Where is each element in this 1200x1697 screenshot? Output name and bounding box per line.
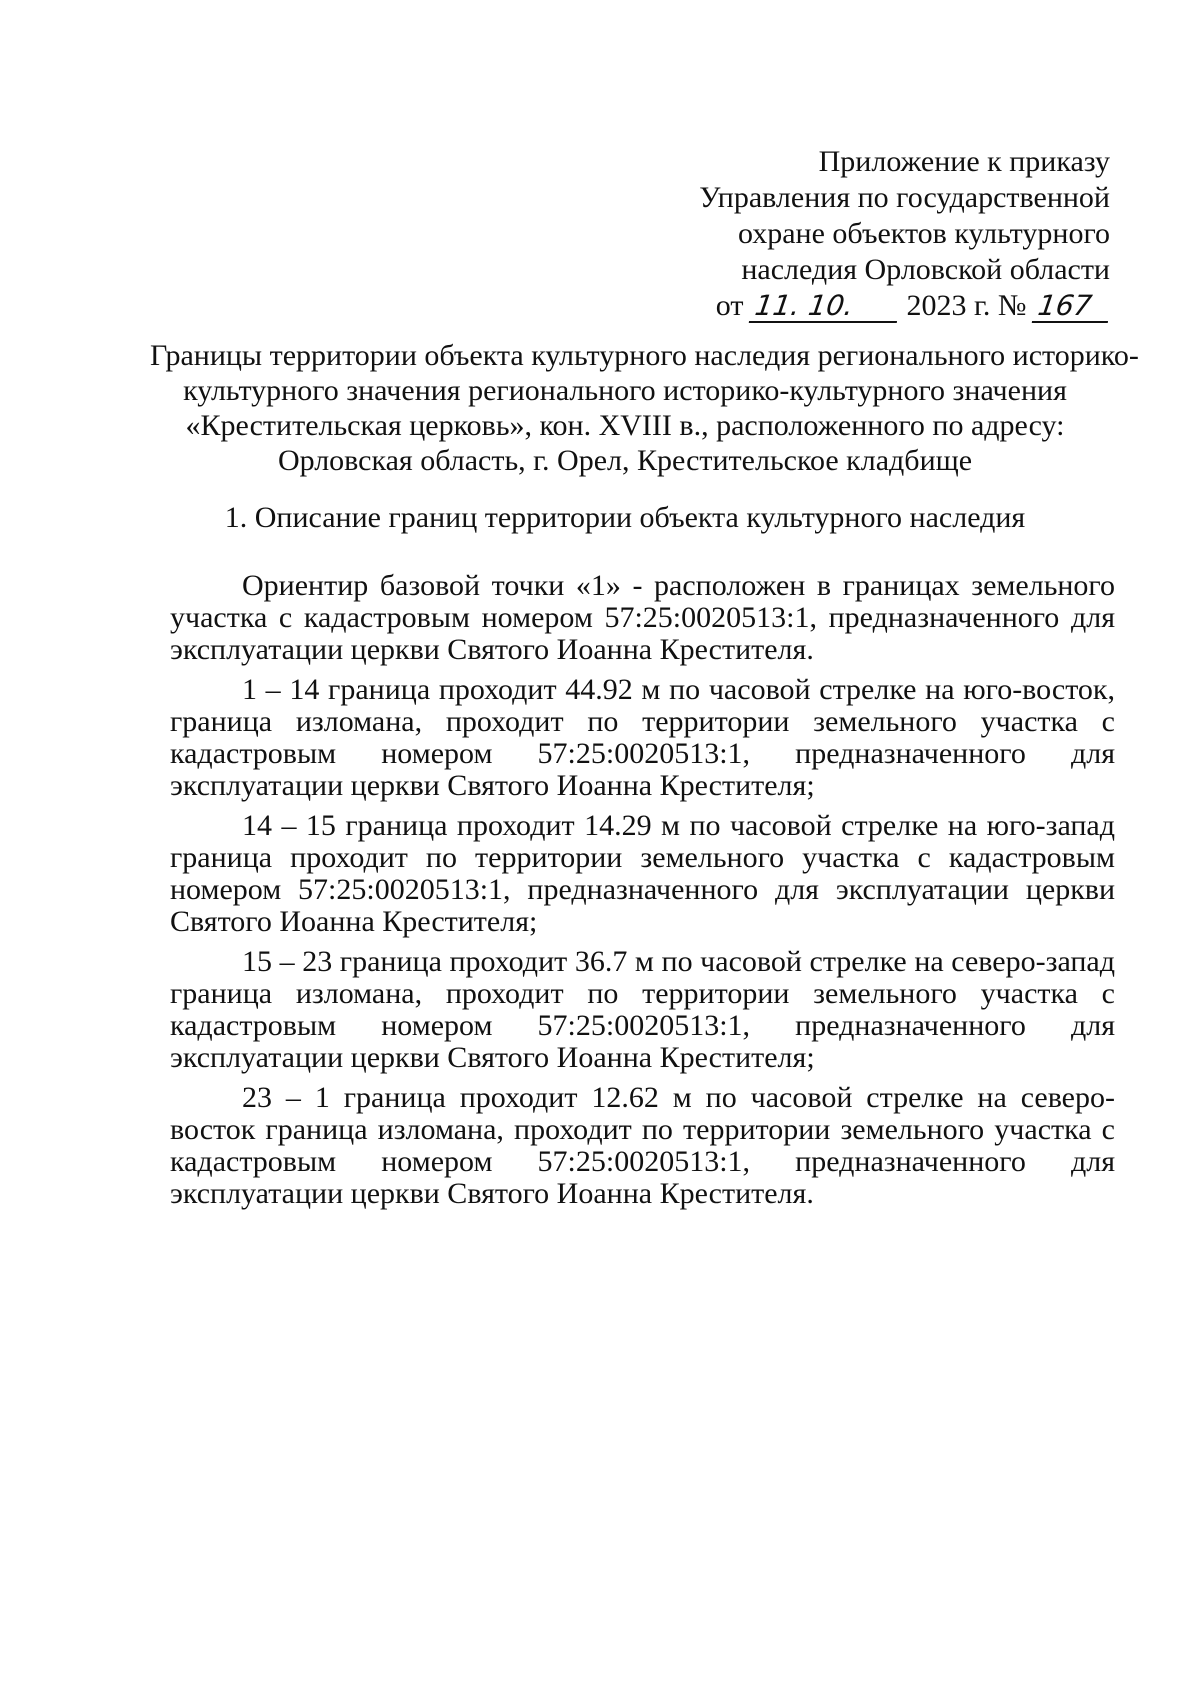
paragraph: 14 – 15 граница проходит 14.29 м по часовой стрелке на юго-запад граница проходит по территории земельного участка с кадастровым номером 57:25:0020513:1, предназначенного для эксплуатации церкви Святого Иоанна Крестителя;: [170, 809, 1115, 938]
appendix-header-line: Приложение к приказу: [818, 145, 1110, 178]
title-line: Орловская область, г. Орел, Крестительское кладбище: [277, 444, 973, 477]
order-date-handwritten: 11. 10.: [749, 291, 901, 323]
paragraph: Ориентир базовой точки «1» - расположен в границах земельного участка с кадастровым номером 57:25:0020513:1, предназначенного для эксплуатации церкви Святого Иоанна Крестителя.: [170, 569, 1115, 666]
appendix-header-line: охране объектов культурного: [737, 217, 1110, 250]
paragraph: 23 – 1 граница проходит 12.62 м по часовой стрелке на северо-восток граница изломана, проходит по территории земельного участка с кадастровым номером 57:25:0020513:1, предназначенного для эксплуатации церкви Святого Иоанна Крестителя.: [170, 1081, 1115, 1210]
title-line: культурного значения регионального историко-культурного значения: [183, 374, 1067, 407]
order-prefix: от: [715, 289, 744, 322]
document-body: [170, 570, 1115, 1210]
paragraph: 1 – 14 граница проходит 44.92 м по часовой стрелке на юго-восток, граница изломана, проходит по территории земельного участка с кадастровым номером 57:25:0020513:1, предназначенного для эксплуатации церкви Святого Иоанна Крестителя;: [170, 673, 1115, 802]
title-line: Границы территории объекта культурного наследия регионального историко-: [150, 339, 1139, 372]
order-reference: [550, 288, 1110, 324]
order-year-label: 2023 г. №: [906, 289, 1027, 322]
appendix-header-line: Управления по государственной: [699, 181, 1110, 214]
title-line: «Крестительская церковь», кон. XVIII в., расположенного по адресу:: [185, 409, 1065, 442]
document-title: [150, 338, 1139, 478]
appendix-header-line: наследия Орловской области: [741, 253, 1110, 286]
appendix-header: [550, 144, 1110, 324]
section-heading: 1. Описание границ территории объекта культурного наследия: [224, 501, 1026, 534]
order-number-handwritten: 167: [1032, 291, 1112, 323]
paragraph: 15 – 23 граница проходит 36.7 м по часовой стрелке на северо-запад граница изломана, проходит по территории земельного участка с кадастровым номером 57:25:0020513:1, предназначенного для эксплуатации церкви Святого Иоанна Крестителя;: [170, 945, 1115, 1074]
